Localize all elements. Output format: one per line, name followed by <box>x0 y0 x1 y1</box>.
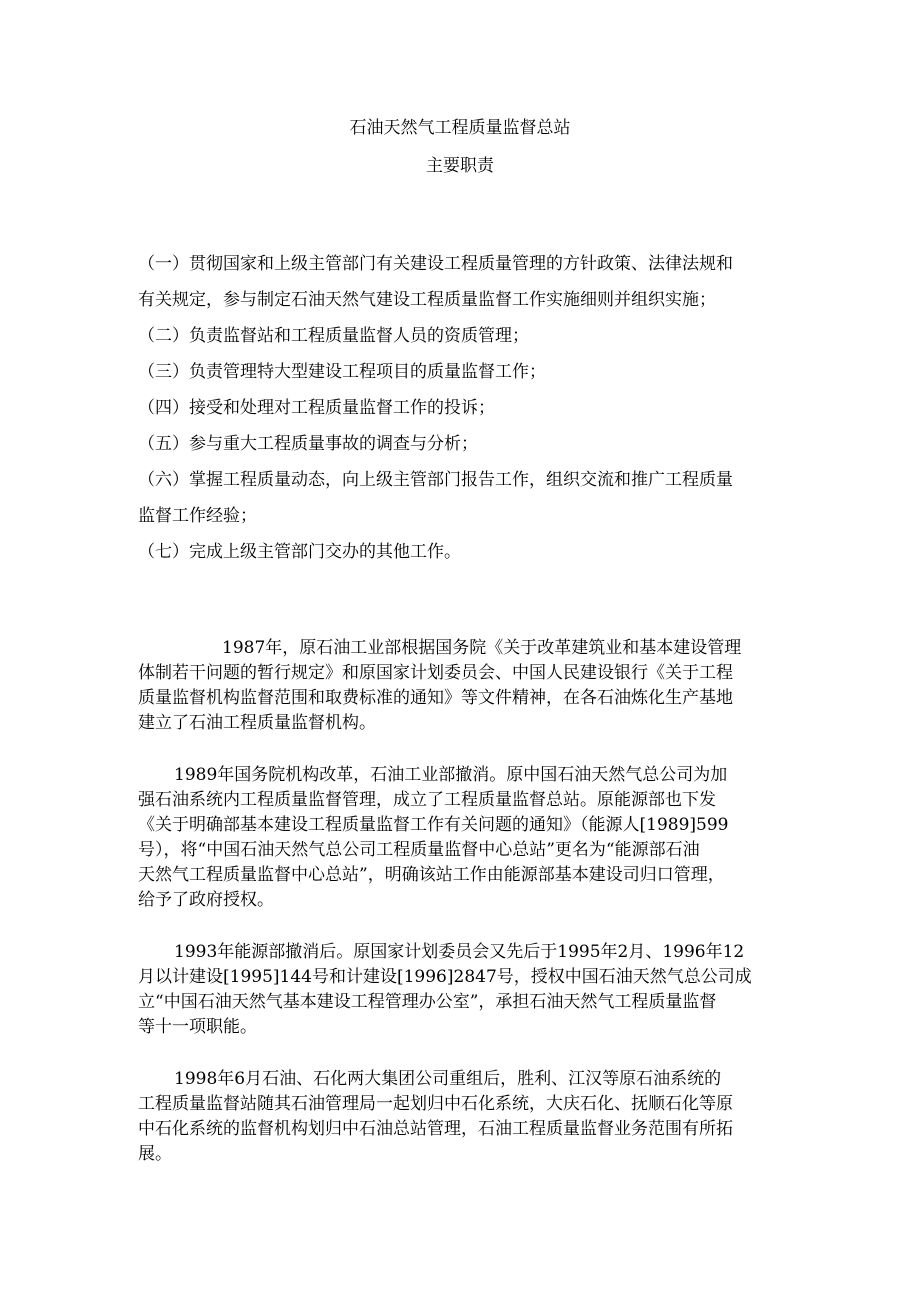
duty-item-4: （四）接受和处理对工程质量监督工作的投诉； <box>138 398 495 418</box>
document-title: 石油天然气工程质量监督总站 <box>349 118 571 138</box>
duty-item-5: （五）参与重大工程质量事故的调查与分析； <box>138 434 478 454</box>
document-subtitle: 主要职责 <box>426 156 494 176</box>
history-line: 展。 <box>138 1144 172 1164</box>
history-line: 等十一项职能。 <box>138 1017 257 1037</box>
history-paragraph-1993 <box>138 940 788 1040</box>
history-paragraph-1987 <box>138 636 788 736</box>
history-line: 1989年国务院机构改革，石油工业部撤消。原中国石油天然气总公司为加 <box>174 765 728 785</box>
history-line: 号），将“中国石油天然气总公司工程质量监督中心总站”更名为“能源部石油 <box>138 840 700 860</box>
history-paragraph-1989 <box>138 763 788 913</box>
history-line: 月以计建设[1995]144号和计建设[1996]2847号，授权中国石油天然气总公司成 <box>138 967 752 987</box>
history-line: 强石油系统内工程质量监督管理，成立了工程质量监督总站。原能源部也下发 <box>138 790 716 810</box>
history-paragraph-1998 <box>138 1067 788 1167</box>
history-line: 工程质量监督站随其石油管理局一起划归中石化系统，大庆石化、抚顺石化等原 <box>138 1094 733 1114</box>
duty-item-3: （三）负责管理特大型建设工程项目的质量监督工作； <box>138 362 546 382</box>
duty-item-6-line-2: 监督工作经验； <box>138 506 257 526</box>
duty-item-6-line-1: （六）掌握工程质量动态，向上级主管部门报告工作，组织交流和推广工程质量 <box>138 470 733 490</box>
history-line: 天然气工程质量监督中心总站”，明确该站工作由能源部基本建设司归口管理， <box>138 865 725 885</box>
history-line: 1987年，原石油工业部根据国务院《关于改革建筑业和基本建设管理 <box>222 638 742 658</box>
duties-list <box>138 246 788 570</box>
duty-item-1-line-1: （一）贯彻国家和上级主管部门有关建设工程质量管理的方针政策、法律法规和 <box>138 254 733 274</box>
history-line: 中石化系统的监督机构划归中石油总站管理，石油工程质量监督业务范围有所拓 <box>138 1119 733 1139</box>
duty-item-7: （七）完成上级主管部门交办的其他工作。 <box>138 542 461 562</box>
history-line: 质量监督机构监督范围和取费标准的通知》等文件精神，在各石油炼化生产基地 <box>138 688 733 708</box>
history-line: 体制若干问题的暂行规定》和原国家计划委员会、中国人民建设银行《关于工程 <box>138 663 733 683</box>
duty-item-2: （二）负责监督站和工程质量监督人员的资质管理； <box>138 326 529 346</box>
duty-item-1-line-2: 有关规定，参与制定石油天然气建设工程质量监督工作实施细则并组织实施； <box>138 290 716 310</box>
history-section <box>138 636 788 1194</box>
history-line: 1998年6月石油、石化两大集团公司重组后，胜利、江汉等原石油系统的 <box>174 1069 722 1089</box>
history-line: 建立了石油工程质量监督机构。 <box>138 713 376 733</box>
history-line: 《关于明确部基本建设工程质量监督工作有关问题的通知》（能源人[1989]599 <box>138 815 729 835</box>
history-line: 给予了政府授权。 <box>138 890 274 910</box>
history-line: 立“中国石油天然气基本建设工程管理办公室”，承担石油天然气工程质量监督 <box>138 992 717 1012</box>
history-line: 1993年能源部撤消后。原国家计划委员会又先后于1995年2月、1996年12 <box>174 942 745 962</box>
